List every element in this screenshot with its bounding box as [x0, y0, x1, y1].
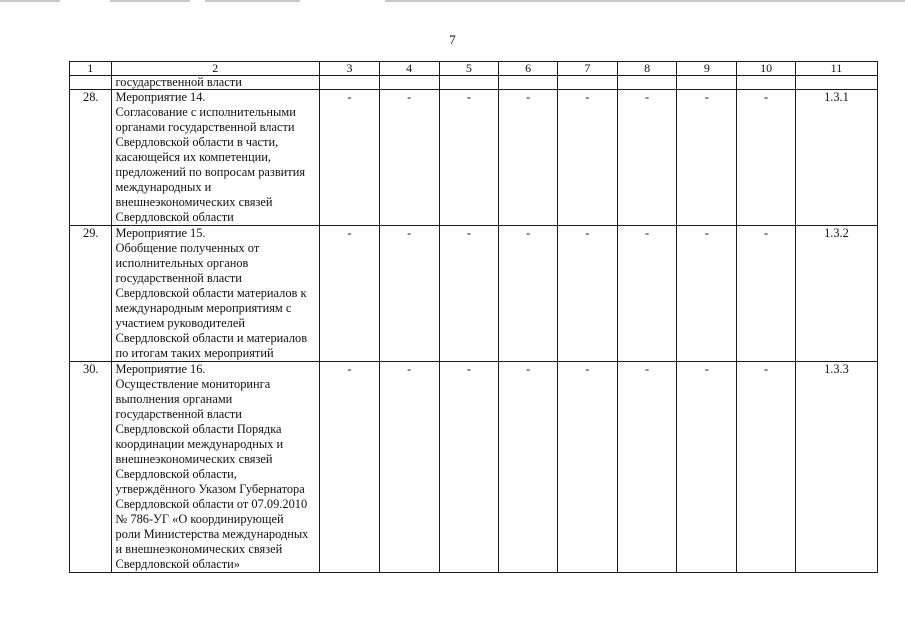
measure-description [111, 226, 320, 362]
column-number: 4 [379, 62, 439, 76]
value-cell: - [379, 362, 439, 573]
value-cell: - [320, 362, 380, 573]
measure-line: и внешнеэкономических связей [115, 542, 283, 556]
measure-description [111, 90, 320, 226]
measure-line: Свердловской области, [115, 467, 237, 481]
value-cell: - [499, 362, 558, 573]
measure-line: Мероприятие 14. [115, 90, 206, 104]
measure-line: Свердловской области Порядка [115, 422, 282, 436]
measure-line: Свердловской области [115, 210, 234, 224]
measure-line: Свердловской области и материалов [115, 331, 308, 345]
scan-edge-line-far [385, 0, 905, 2]
value-cell: - [499, 226, 558, 362]
value-cell: - [558, 226, 618, 362]
column-number: 9 [677, 62, 737, 76]
measure-line: Обобщение полученных от [115, 241, 260, 255]
value-cell: - [737, 362, 796, 573]
row-number: 30. [70, 362, 112, 573]
value-cell: - [677, 362, 737, 573]
value-cell: - [379, 90, 439, 226]
measure-line: выполнения органами [115, 392, 233, 406]
target-code: 1.3.1 [795, 90, 877, 226]
column-number: 10 [737, 62, 796, 76]
column-number: 1 [70, 62, 112, 76]
value-cell: - [499, 90, 558, 226]
column-number: 5 [439, 62, 499, 76]
measure-line: Свердловской области в части, [115, 135, 279, 149]
measure-line: Свердловской области материалов к [115, 286, 307, 300]
column-number: 11 [795, 62, 877, 76]
value-cell: - [379, 226, 439, 362]
measure-line: международным мероприятиям с [115, 301, 292, 315]
column-number: 3 [320, 62, 380, 76]
measure-line: Свердловской области» [115, 557, 240, 571]
value-cell: - [617, 226, 677, 362]
measure-line: Осуществление мониторинга [115, 377, 271, 391]
measure-description [111, 362, 320, 573]
column-number: 8 [617, 62, 677, 76]
measure-line: по итогам таких мероприятий [115, 346, 274, 360]
measure-line: Свердловской области от 07.09.2010 [115, 497, 308, 511]
value-cell: - [320, 226, 380, 362]
scan-edge-line-right [205, 0, 300, 2]
value-cell: - [677, 90, 737, 226]
measure-line: исполнительных органов [115, 256, 249, 270]
value-cell: - [617, 90, 677, 226]
value-cell: - [737, 90, 796, 226]
continuation-text: государственной власти [111, 76, 320, 90]
measure-line: утверждённого Указом Губернатора [115, 482, 305, 496]
column-number: 2 [111, 62, 320, 76]
measure-line: предложений по вопросам развития [115, 165, 306, 179]
value-cell: - [439, 226, 499, 362]
value-cell: - [737, 226, 796, 362]
table-row [70, 226, 878, 362]
continuation-row [70, 76, 878, 90]
page-number: 7 [449, 32, 456, 47]
measure-line: внешнеэкономических связей [115, 195, 273, 209]
measure-line: органами государственной власти [115, 120, 295, 134]
measures-table [69, 61, 878, 573]
value-cell: - [320, 90, 380, 226]
measure-line: Мероприятие 15. [115, 226, 206, 240]
target-code: 1.3.3 [795, 362, 877, 573]
row-number: 29. [70, 226, 112, 362]
measure-line: координации международных и [115, 437, 284, 451]
measure-line: № 786-УГ «О координирующей [115, 512, 284, 526]
value-cell: - [617, 362, 677, 573]
value-cell: - [558, 362, 618, 573]
measure-line: внешнеэкономических связей [115, 452, 273, 466]
measure-line: международных и [115, 180, 212, 194]
measure-line: Согласование с исполнительными [115, 105, 296, 119]
row-number: 28. [70, 90, 112, 226]
value-cell: - [439, 90, 499, 226]
column-number: 6 [499, 62, 558, 76]
column-number: 7 [558, 62, 618, 76]
table-row [70, 90, 878, 226]
target-code: 1.3.2 [795, 226, 877, 362]
column-number-row [70, 62, 878, 76]
measure-line: государственной власти [115, 271, 242, 285]
measure-line: касающейся их компетенции, [115, 150, 271, 164]
measure-line: государственной власти [115, 407, 242, 421]
value-cell: - [558, 90, 618, 226]
row-number-cell [70, 76, 112, 90]
measure-line: Мероприятие 16. [115, 362, 206, 376]
value-cell: - [439, 362, 499, 573]
measure-line: роли Министерства международных [115, 527, 309, 541]
scan-edge-line-mid [110, 0, 190, 2]
table-row [70, 362, 878, 573]
scan-edge-line-left [0, 0, 60, 2]
measure-line: участием руководителей [115, 316, 245, 330]
value-cell: - [677, 226, 737, 362]
